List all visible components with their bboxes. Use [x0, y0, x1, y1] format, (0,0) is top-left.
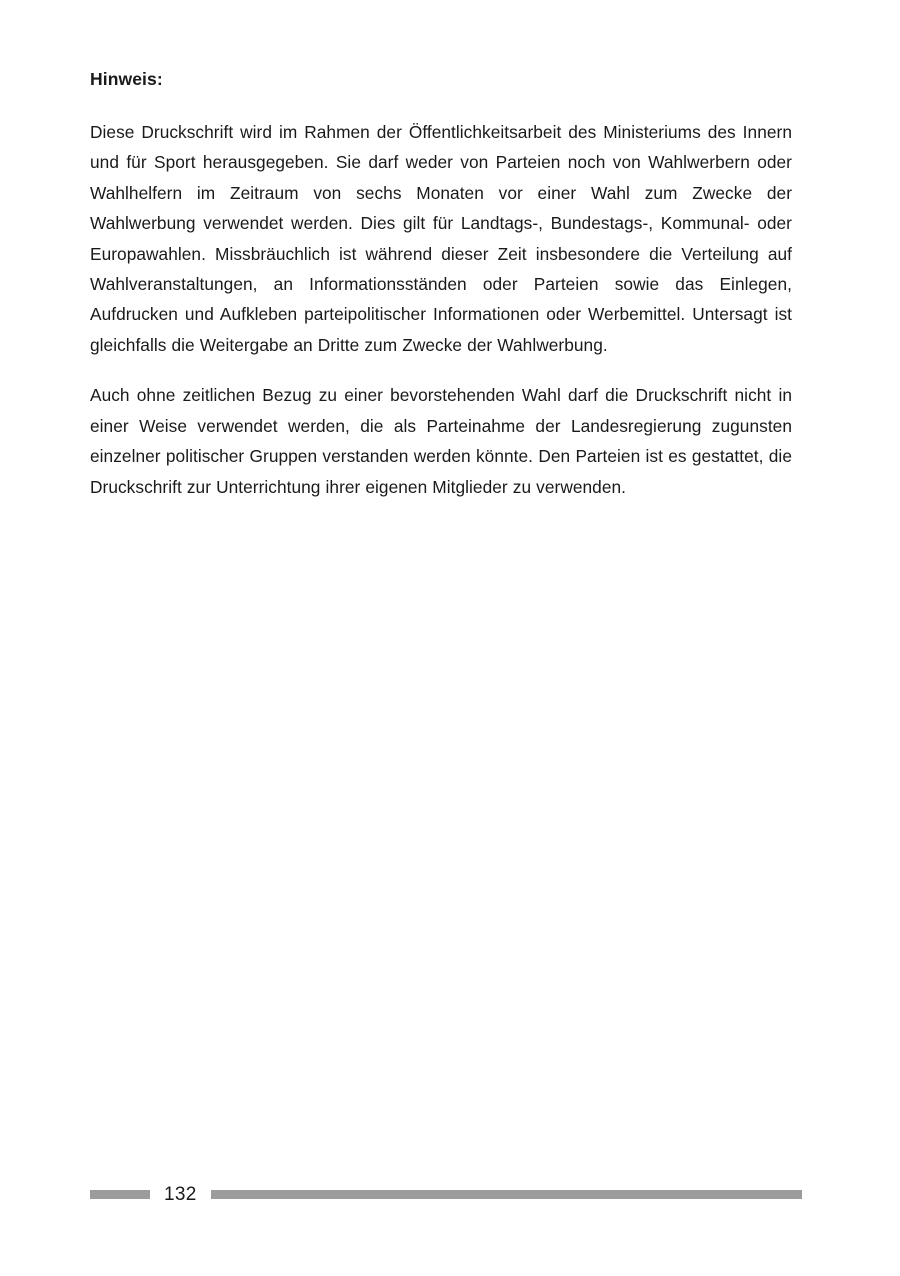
page-number: 132 [164, 1183, 197, 1205]
notice-paragraph-2: Auch ohne zeitlichen Bezug zu einer bevorstehenden Wahl darf die Druckschrift nicht in einer Weise verwendet werden, die als Parteinahme der Landesregierung zugunsten einzelner politischer Gruppen verstanden werden könnte. Den Parteien ist es gestattet, die Druckschrift zur Unterrichtung ihrer eigenen Mitglieder zu verwenden. [90, 385, 792, 497]
footer-rule-right [211, 1190, 802, 1199]
page-content [90, 68, 792, 502]
page-footer [0, 1166, 900, 1276]
footer-rule-left [90, 1190, 150, 1199]
footer-rule-group [90, 1183, 802, 1205]
page-title: Hinweis: [90, 69, 163, 89]
notice-paragraph-1: Diese Druckschrift wird im Rahmen der Öffentlichkeitsarbeit des Ministeriums des Innern und für Sport herausgegeben. Sie darf weder von Parteien noch von Wahlwerbern oder Wahlhelfern im Zeitraum von sechs Monaten vor einer Wahl zum Zwecke der Wahlwerbung verwendet werden. Dies gilt für Landtags-, Bundestags-, Kommunal- oder Europawahlen. Missbräuchlich ist während dieser Zeit insbesondere die Verteilung auf Wahlveranstaltungen, an Informationsständen oder Parteien sowie das Einlegen, Aufdrucken und Aufkleben parteipolitischer Informationen oder Werbemittel. Untersagt ist gleichfalls die Weitergabe an Dritte zum Zwecke der Wahlwerbung. [90, 121, 792, 355]
